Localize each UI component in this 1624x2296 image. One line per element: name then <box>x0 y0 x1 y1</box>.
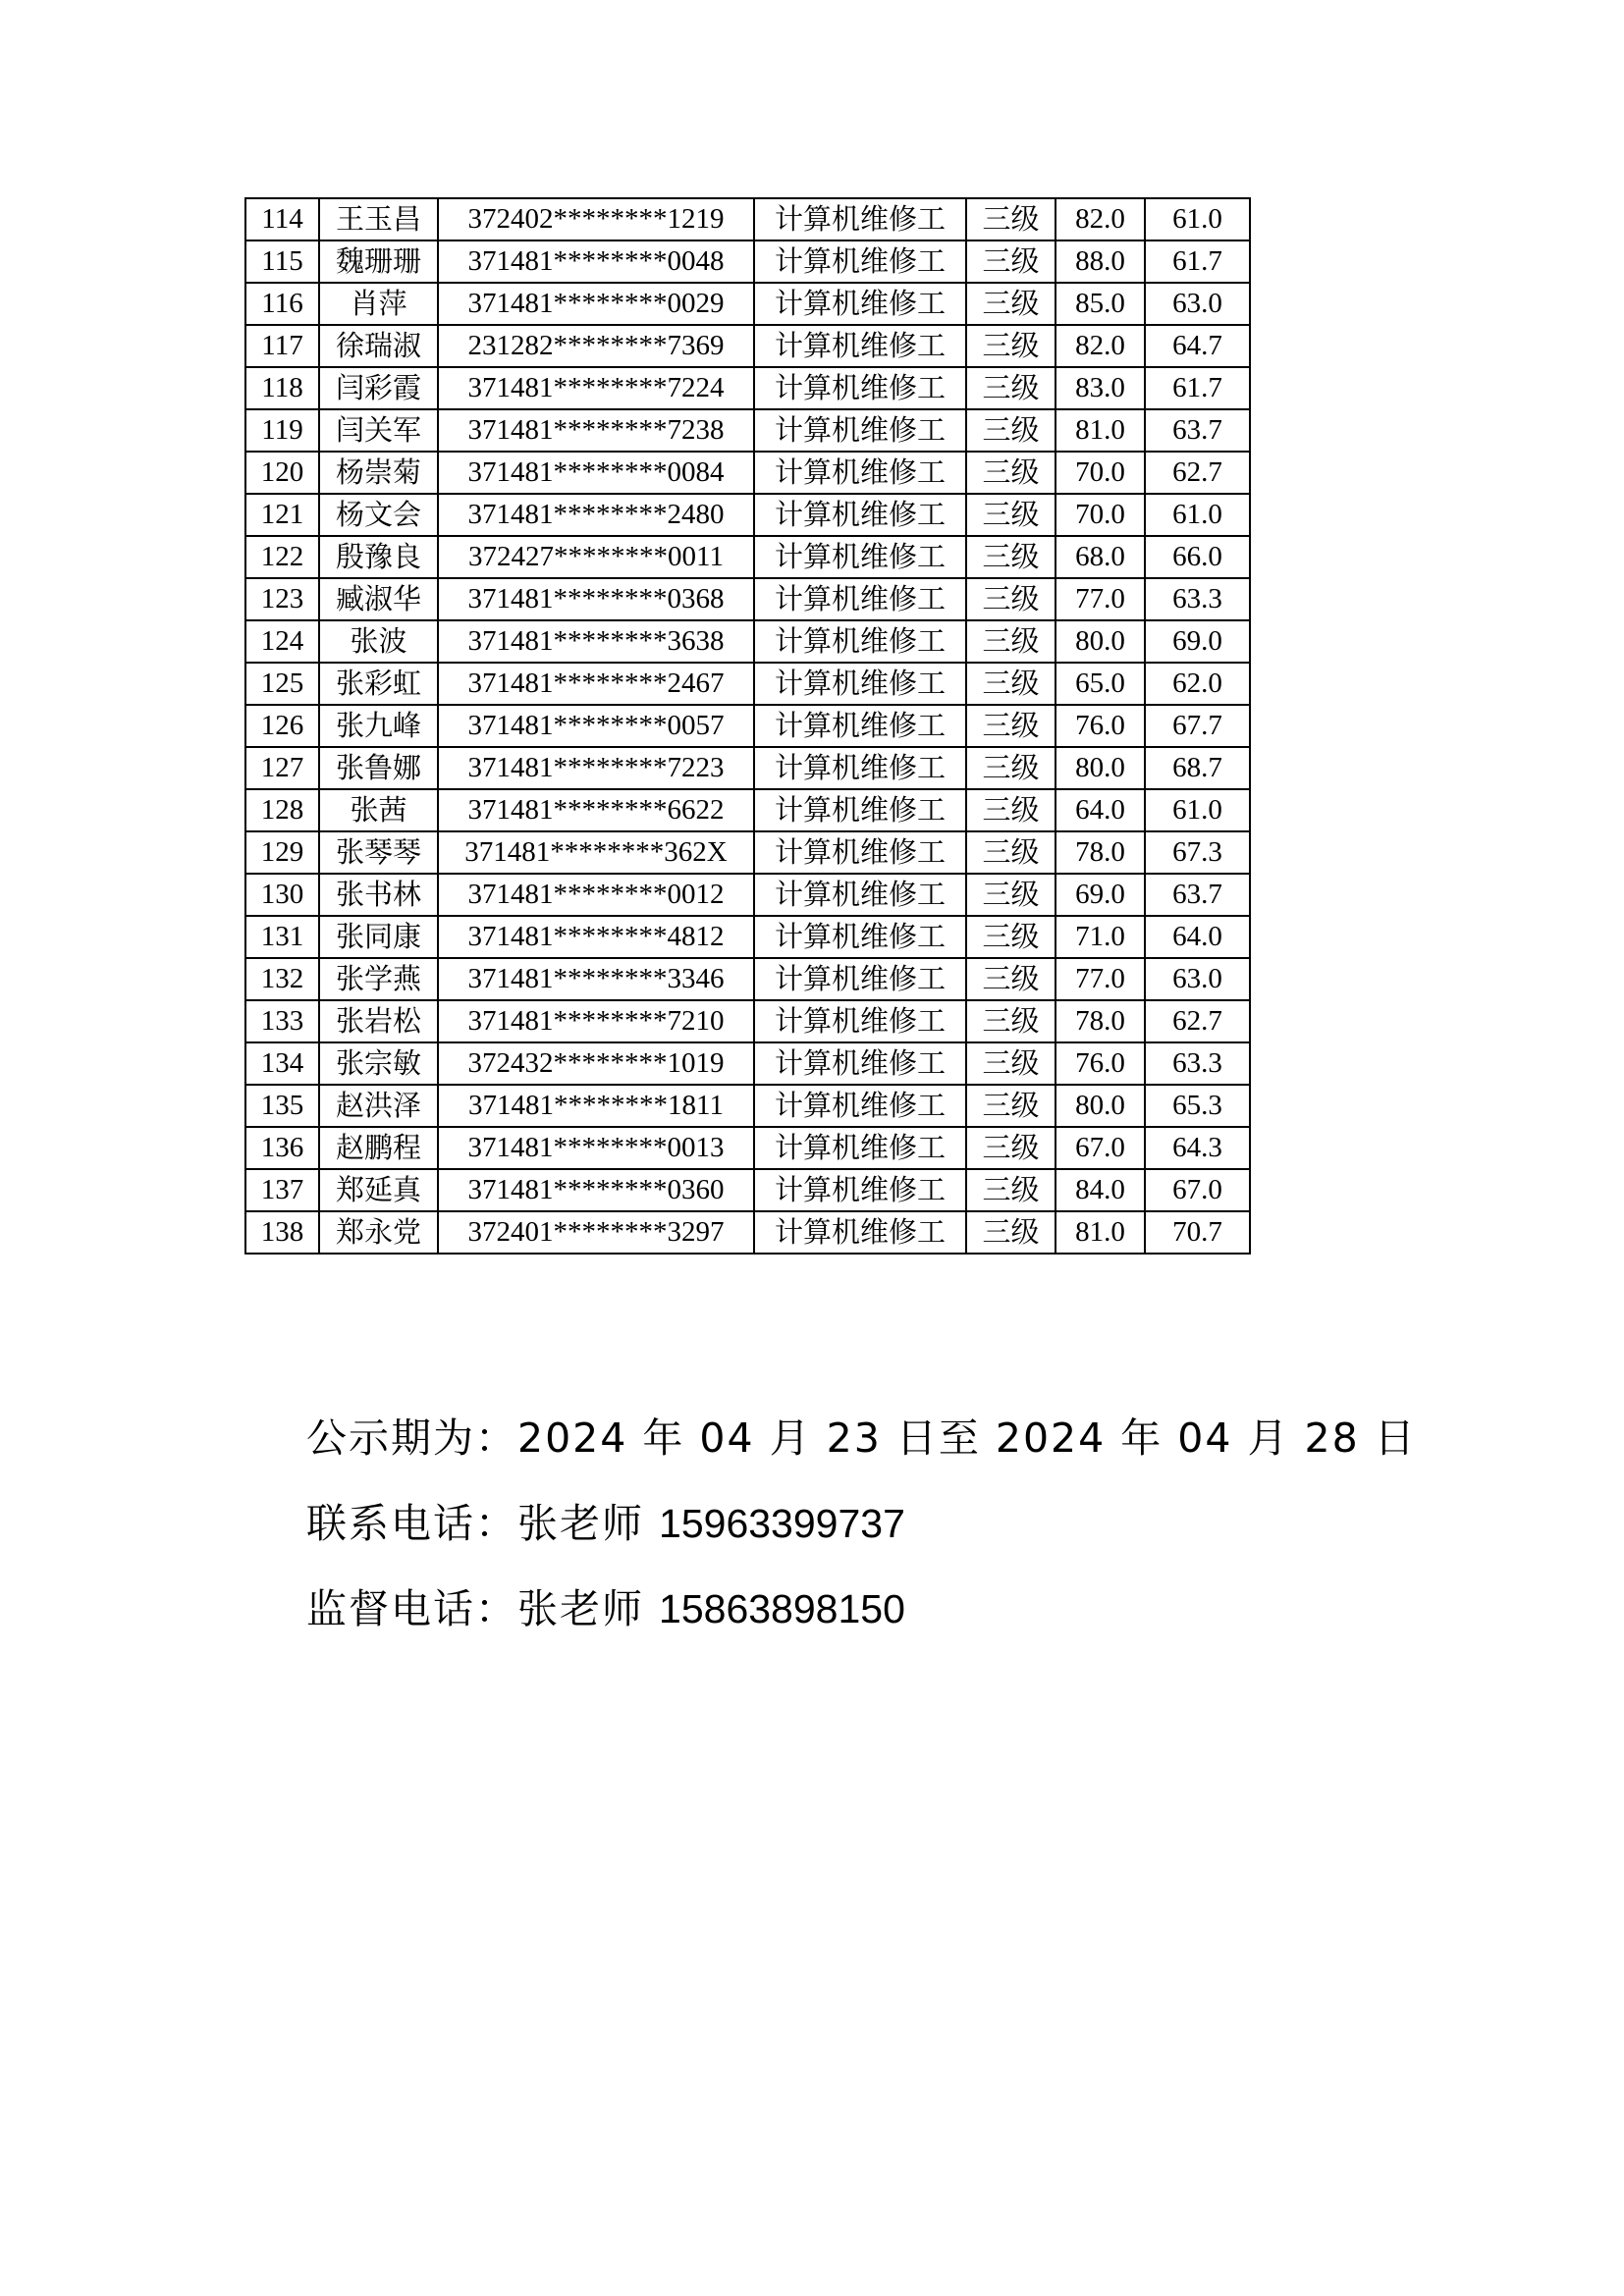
cell-id-number: 371481********0360 <box>438 1169 754 1211</box>
cell-number: 120 <box>245 452 319 494</box>
cell-skill-score: 61.0 <box>1145 494 1250 536</box>
cell-occupation: 计算机维修工 <box>754 958 966 1000</box>
cell-level: 三级 <box>966 831 1056 874</box>
cell-number: 122 <box>245 536 319 578</box>
cell-id-number: 371481********2467 <box>438 663 754 705</box>
cell-number: 127 <box>245 747 319 789</box>
cell-number: 134 <box>245 1042 319 1085</box>
cell-theory-score: 78.0 <box>1056 831 1145 874</box>
cell-id-number: 372427********0011 <box>438 536 754 578</box>
cell-skill-score: 67.7 <box>1145 705 1250 747</box>
cell-name: 郑永党 <box>319 1211 438 1254</box>
cell-occupation: 计算机维修工 <box>754 240 966 283</box>
cell-level: 三级 <box>966 916 1056 958</box>
cell-name: 张书林 <box>319 874 438 916</box>
cell-skill-score: 61.7 <box>1145 367 1250 409</box>
cell-theory-score: 76.0 <box>1056 1042 1145 1085</box>
cell-level: 三级 <box>966 409 1056 452</box>
cell-name: 殷豫良 <box>319 536 438 578</box>
cell-level: 三级 <box>966 494 1056 536</box>
cell-id-number: 371481********362X <box>438 831 754 874</box>
cell-id-number: 371481********0048 <box>438 240 754 283</box>
cell-occupation: 计算机维修工 <box>754 1000 966 1042</box>
cell-id-number: 372401********3297 <box>438 1211 754 1254</box>
cell-occupation: 计算机维修工 <box>754 663 966 705</box>
cell-occupation: 计算机维修工 <box>754 578 966 620</box>
table-row <box>245 874 1250 916</box>
table-row <box>245 1127 1250 1169</box>
table-row <box>245 916 1250 958</box>
cell-id-number: 371481********0012 <box>438 874 754 916</box>
cell-occupation: 计算机维修工 <box>754 367 966 409</box>
cell-theory-score: 81.0 <box>1056 409 1145 452</box>
cell-level: 三级 <box>966 452 1056 494</box>
cell-name: 张同康 <box>319 916 438 958</box>
cell-number: 119 <box>245 409 319 452</box>
cell-number: 131 <box>245 916 319 958</box>
cell-theory-score: 68.0 <box>1056 536 1145 578</box>
cell-number: 137 <box>245 1169 319 1211</box>
cell-id-number: 371481********7223 <box>438 747 754 789</box>
cell-number: 121 <box>245 494 319 536</box>
cell-name: 王玉昌 <box>319 198 438 240</box>
cell-level: 三级 <box>966 1042 1056 1085</box>
cell-id-number: 371481********0084 <box>438 452 754 494</box>
cell-occupation: 计算机维修工 <box>754 705 966 747</box>
contact-label: 联系电话： <box>306 1500 517 1547</box>
cell-level: 三级 <box>966 240 1056 283</box>
period-label: 公示期为： <box>306 1415 517 1462</box>
cell-occupation: 计算机维修工 <box>754 452 966 494</box>
cell-skill-score: 63.0 <box>1145 958 1250 1000</box>
cell-name: 闫彩霞 <box>319 367 438 409</box>
cell-level: 三级 <box>966 958 1056 1000</box>
cell-occupation: 计算机维修工 <box>754 198 966 240</box>
cell-name: 张学燕 <box>319 958 438 1000</box>
cell-name: 魏珊珊 <box>319 240 438 283</box>
cell-name: 张琴琴 <box>319 831 438 874</box>
cell-theory-score: 70.0 <box>1056 452 1145 494</box>
cell-skill-score: 63.3 <box>1145 578 1250 620</box>
cell-level: 三级 <box>966 705 1056 747</box>
cell-skill-score: 63.7 <box>1145 409 1250 452</box>
cell-skill-score: 64.3 <box>1145 1127 1250 1169</box>
cell-skill-score: 62.7 <box>1145 1000 1250 1042</box>
cell-id-number: 371481********0029 <box>438 283 754 325</box>
cell-name: 张茜 <box>319 789 438 831</box>
cell-occupation: 计算机维修工 <box>754 916 966 958</box>
cell-skill-score: 67.3 <box>1145 831 1250 874</box>
cell-id-number: 371481********3638 <box>438 620 754 663</box>
cell-name: 张彩虹 <box>319 663 438 705</box>
table-row <box>245 663 1250 705</box>
cell-number: 126 <box>245 705 319 747</box>
cell-theory-score: 70.0 <box>1056 494 1145 536</box>
cell-number: 115 <box>245 240 319 283</box>
cell-occupation: 计算机维修工 <box>754 283 966 325</box>
cell-level: 三级 <box>966 198 1056 240</box>
table-row <box>245 789 1250 831</box>
cell-theory-score: 80.0 <box>1056 747 1145 789</box>
cell-level: 三级 <box>966 747 1056 789</box>
table-row <box>245 831 1250 874</box>
cell-theory-score: 67.0 <box>1056 1127 1145 1169</box>
cell-id-number: 371481********0057 <box>438 705 754 747</box>
notice-period <box>306 1406 1417 1464</box>
cell-number: 138 <box>245 1211 319 1254</box>
cell-theory-score: 80.0 <box>1056 1085 1145 1127</box>
cell-skill-score: 68.7 <box>1145 747 1250 789</box>
cell-level: 三级 <box>966 1127 1056 1169</box>
notice-contact <box>306 1491 905 1549</box>
cell-number: 133 <box>245 1000 319 1042</box>
cell-number: 114 <box>245 198 319 240</box>
cell-level: 三级 <box>966 1085 1056 1127</box>
cell-skill-score: 63.7 <box>1145 874 1250 916</box>
table-row <box>245 536 1250 578</box>
supervise-person: 张老师 <box>517 1585 644 1632</box>
table-row <box>245 198 1250 240</box>
cell-occupation: 计算机维修工 <box>754 1085 966 1127</box>
cell-theory-score: 77.0 <box>1056 958 1145 1000</box>
cell-name: 臧淑华 <box>319 578 438 620</box>
results-table <box>244 197 1251 1255</box>
supervise-phone: 15863898150 <box>659 1586 905 1631</box>
cell-occupation: 计算机维修工 <box>754 1042 966 1085</box>
cell-theory-score: 82.0 <box>1056 198 1145 240</box>
table-row <box>245 409 1250 452</box>
cell-level: 三级 <box>966 325 1056 367</box>
cell-theory-score: 84.0 <box>1056 1169 1145 1211</box>
cell-id-number: 372432********1019 <box>438 1042 754 1085</box>
table-row <box>245 325 1250 367</box>
cell-skill-score: 63.3 <box>1145 1042 1250 1085</box>
cell-skill-score: 64.7 <box>1145 325 1250 367</box>
cell-occupation: 计算机维修工 <box>754 1211 966 1254</box>
cell-id-number: 231282********7369 <box>438 325 754 367</box>
cell-name: 郑延真 <box>319 1169 438 1211</box>
cell-id-number: 371481********0368 <box>438 578 754 620</box>
cell-theory-score: 78.0 <box>1056 1000 1145 1042</box>
cell-level: 三级 <box>966 283 1056 325</box>
cell-number: 125 <box>245 663 319 705</box>
cell-number: 116 <box>245 283 319 325</box>
cell-skill-score: 62.0 <box>1145 663 1250 705</box>
table-row <box>245 1169 1250 1211</box>
cell-skill-score: 70.7 <box>1145 1211 1250 1254</box>
cell-name: 张鲁娜 <box>319 747 438 789</box>
cell-theory-score: 80.0 <box>1056 620 1145 663</box>
cell-name: 闫关军 <box>319 409 438 452</box>
table-row <box>245 283 1250 325</box>
cell-number: 132 <box>245 958 319 1000</box>
cell-level: 三级 <box>966 578 1056 620</box>
cell-level: 三级 <box>966 536 1056 578</box>
cell-id-number: 371481********7238 <box>438 409 754 452</box>
cell-id-number: 371481********4812 <box>438 916 754 958</box>
contact-phone: 15963399737 <box>659 1501 905 1546</box>
cell-name: 张九峰 <box>319 705 438 747</box>
cell-name: 赵洪泽 <box>319 1085 438 1127</box>
cell-name: 张岩松 <box>319 1000 438 1042</box>
cell-theory-score: 71.0 <box>1056 916 1145 958</box>
cell-skill-score: 65.3 <box>1145 1085 1250 1127</box>
cell-name: 张波 <box>319 620 438 663</box>
cell-level: 三级 <box>966 663 1056 705</box>
table-row <box>245 958 1250 1000</box>
cell-skill-score: 61.0 <box>1145 198 1250 240</box>
cell-skill-score: 69.0 <box>1145 620 1250 663</box>
notice-supervise <box>306 1576 905 1634</box>
table-row <box>245 1042 1250 1085</box>
cell-id-number: 371481********6622 <box>438 789 754 831</box>
cell-id-number: 371481********7210 <box>438 1000 754 1042</box>
cell-number: 128 <box>245 789 319 831</box>
table-row <box>245 1000 1250 1042</box>
cell-occupation: 计算机维修工 <box>754 874 966 916</box>
cell-name: 肖萍 <box>319 283 438 325</box>
cell-number: 117 <box>245 325 319 367</box>
cell-level: 三级 <box>966 874 1056 916</box>
results-table-body <box>245 198 1250 1254</box>
cell-name: 赵鹏程 <box>319 1127 438 1169</box>
cell-level: 三级 <box>966 620 1056 663</box>
cell-level: 三级 <box>966 1000 1056 1042</box>
cell-theory-score: 83.0 <box>1056 367 1145 409</box>
cell-number: 129 <box>245 831 319 874</box>
cell-number: 118 <box>245 367 319 409</box>
table-row <box>245 578 1250 620</box>
cell-number: 135 <box>245 1085 319 1127</box>
cell-occupation: 计算机维修工 <box>754 494 966 536</box>
cell-name: 杨文会 <box>319 494 438 536</box>
cell-name: 杨崇菊 <box>319 452 438 494</box>
cell-id-number: 372402********1219 <box>438 198 754 240</box>
contact-person: 张老师 <box>517 1500 644 1547</box>
table-row <box>245 620 1250 663</box>
period-dates: 2024 年 04 月 23 日至 2024 年 04 月 28 日 <box>517 1415 1417 1462</box>
cell-name: 张宗敏 <box>319 1042 438 1085</box>
cell-theory-score: 82.0 <box>1056 325 1145 367</box>
table-row <box>245 705 1250 747</box>
cell-theory-score: 77.0 <box>1056 578 1145 620</box>
cell-skill-score: 63.0 <box>1145 283 1250 325</box>
cell-theory-score: 88.0 <box>1056 240 1145 283</box>
cell-skill-score: 61.7 <box>1145 240 1250 283</box>
cell-number: 124 <box>245 620 319 663</box>
cell-theory-score: 81.0 <box>1056 1211 1145 1254</box>
table-row <box>245 747 1250 789</box>
cell-occupation: 计算机维修工 <box>754 1127 966 1169</box>
cell-theory-score: 76.0 <box>1056 705 1145 747</box>
cell-id-number: 371481********0013 <box>438 1127 754 1169</box>
cell-id-number: 371481********2480 <box>438 494 754 536</box>
cell-skill-score: 64.0 <box>1145 916 1250 958</box>
supervise-label: 监督电话： <box>306 1585 517 1632</box>
table-row <box>245 1085 1250 1127</box>
cell-number: 130 <box>245 874 319 916</box>
cell-occupation: 计算机维修工 <box>754 536 966 578</box>
cell-occupation: 计算机维修工 <box>754 831 966 874</box>
cell-skill-score: 66.0 <box>1145 536 1250 578</box>
cell-level: 三级 <box>966 1169 1056 1211</box>
table-row <box>245 452 1250 494</box>
table-row <box>245 494 1250 536</box>
cell-id-number: 371481********1811 <box>438 1085 754 1127</box>
cell-occupation: 计算机维修工 <box>754 789 966 831</box>
cell-theory-score: 69.0 <box>1056 874 1145 916</box>
cell-number: 123 <box>245 578 319 620</box>
cell-theory-score: 64.0 <box>1056 789 1145 831</box>
cell-id-number: 371481********7224 <box>438 367 754 409</box>
cell-level: 三级 <box>966 367 1056 409</box>
cell-name: 徐瑞淑 <box>319 325 438 367</box>
cell-skill-score: 62.7 <box>1145 452 1250 494</box>
cell-occupation: 计算机维修工 <box>754 747 966 789</box>
cell-skill-score: 61.0 <box>1145 789 1250 831</box>
cell-number: 136 <box>245 1127 319 1169</box>
table-row <box>245 367 1250 409</box>
cell-theory-score: 85.0 <box>1056 283 1145 325</box>
table-row <box>245 240 1250 283</box>
cell-occupation: 计算机维修工 <box>754 1169 966 1211</box>
cell-skill-score: 67.0 <box>1145 1169 1250 1211</box>
cell-theory-score: 65.0 <box>1056 663 1145 705</box>
cell-occupation: 计算机维修工 <box>754 409 966 452</box>
cell-id-number: 371481********3346 <box>438 958 754 1000</box>
cell-occupation: 计算机维修工 <box>754 325 966 367</box>
cell-level: 三级 <box>966 789 1056 831</box>
cell-level: 三级 <box>966 1211 1056 1254</box>
table-row <box>245 1211 1250 1254</box>
cell-occupation: 计算机维修工 <box>754 620 966 663</box>
